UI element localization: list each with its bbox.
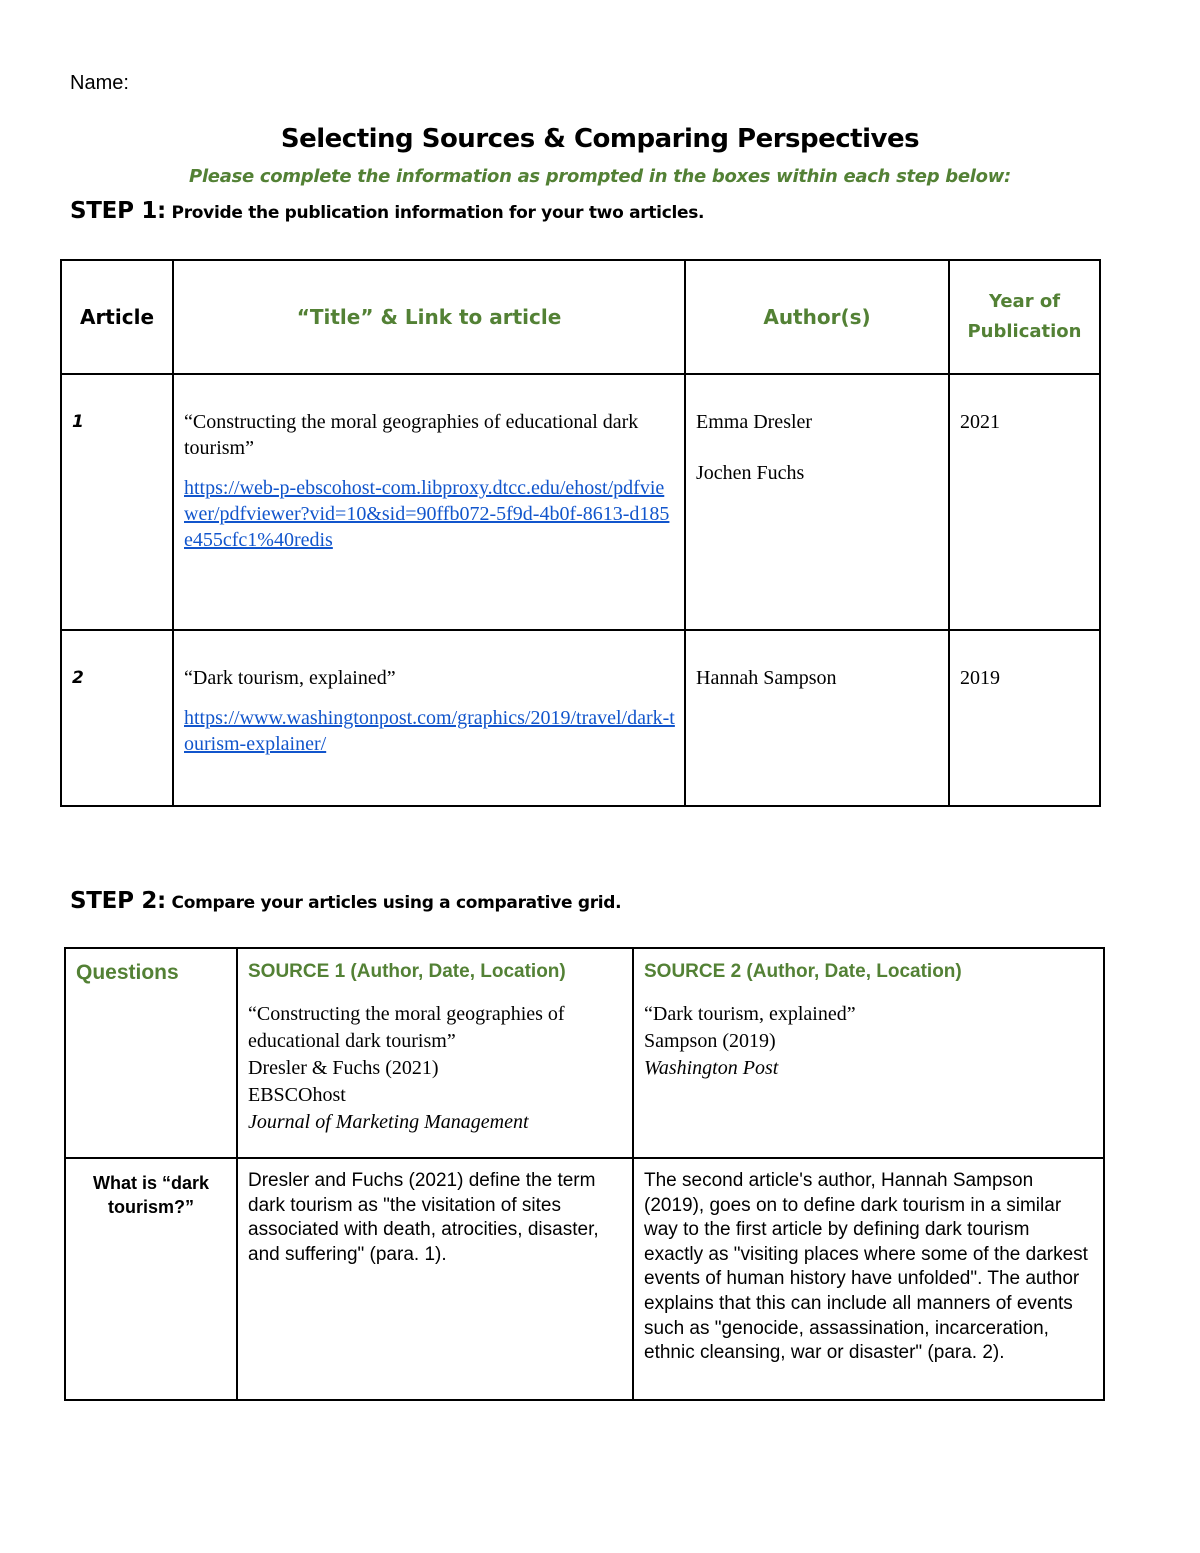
header-authors: Author(s) [685, 260, 949, 374]
author-name: Emma Dresler [696, 411, 813, 433]
step1-text: Provide the publication information for your two articles. [165, 203, 705, 223]
article-link[interactable]: https://www.washingtonpost.com/graphics/2019/travel/dark-tourism-explainer/ [184, 707, 675, 755]
source2-details [644, 1001, 1093, 1082]
source2-publication: Washington Post [644, 1057, 779, 1079]
table1-header-row [61, 260, 1100, 374]
source1-authors-date: Dresler & Fuchs (2021) [248, 1057, 439, 1079]
publication-info-table [60, 259, 1101, 807]
question-text: What is “dark tourism?” [65, 1158, 237, 1400]
article-link[interactable]: https://web-p-ebscohost-com.libproxy.dtcc.edu/ehost/pdfviewer/pdfviewer?vid=10&sid=90ffb072-5f9d-4b0f-8613-d185e455cfc1%40redis [184, 477, 670, 551]
source1-location: EBSCOhost [248, 1084, 346, 1106]
article-title: “Constructing the moral geographies of educational dark tourism” [184, 411, 639, 459]
article-number: 1 [61, 374, 173, 630]
table2-header-row [65, 948, 1104, 1158]
article-authors-cell [685, 374, 949, 630]
comparative-grid-table [64, 947, 1105, 1401]
step2-heading [70, 888, 621, 914]
header-questions: Questions [65, 948, 237, 1158]
step2-label: STEP 2: [70, 888, 166, 914]
source1-heading: SOURCE 1 (Author, Date, Location) [248, 961, 566, 982]
name-label: Name: [70, 72, 129, 94]
source2-answer: The second article's author, Hannah Sampson (2019), goes on to define dark tourism in a similar way to the first article by defining dark tourism exactly as "visiting places where some of the darkest events of human history have unfolded". The author explains that this can include all manners of events such as "genocide, assassination, incarceration, ethnic cleansing, war or disaster" (para. 2). [633, 1158, 1104, 1400]
author-name: Jochen Fuchs [696, 462, 805, 484]
table-row [65, 1158, 1104, 1400]
source1-details [248, 1001, 622, 1136]
header-article: Article [61, 260, 173, 374]
source1-answer: Dresler and Fuchs (2021) define the term dark tourism as "the visitation of sites associated with death, atrocities, disaster, and suffering" (para. 1). [237, 1158, 633, 1400]
article-number: 2 [61, 630, 173, 806]
author-name: Hannah Sampson [696, 667, 837, 689]
source1-title: “Constructing the moral geographies of educational dark tourism” [248, 1003, 565, 1052]
header-year: Year of Publication [949, 260, 1100, 374]
header-source1 [237, 948, 633, 1158]
step2-text: Compare your articles using a comparative grid. [165, 893, 622, 913]
table-row [61, 374, 1100, 630]
source2-heading: SOURCE 2 (Author, Date, Location) [644, 961, 962, 982]
source1-journal: Journal of Marketing Management [248, 1111, 529, 1133]
article-title-cell [173, 630, 685, 806]
step1-label: STEP 1: [70, 198, 166, 224]
article-year: 2019 [949, 630, 1100, 806]
article-year: 2021 [949, 374, 1100, 630]
source2-title: “Dark tourism, explained” [644, 1003, 856, 1025]
page-title: Selecting Sources & Comparing Perspectives [280, 124, 920, 154]
table-row [61, 630, 1100, 806]
header-source2 [633, 948, 1104, 1158]
instructions-text: Please complete the information as prompted in the boxes within each step below: [189, 166, 1011, 187]
step1-heading [70, 198, 704, 224]
article-title: “Dark tourism, explained” [184, 667, 396, 689]
header-title-link: “Title” & Link to article [173, 260, 685, 374]
source2-authors-date: Sampson (2019) [644, 1030, 776, 1052]
article-title-cell [173, 374, 685, 630]
article-authors-cell [685, 630, 949, 806]
